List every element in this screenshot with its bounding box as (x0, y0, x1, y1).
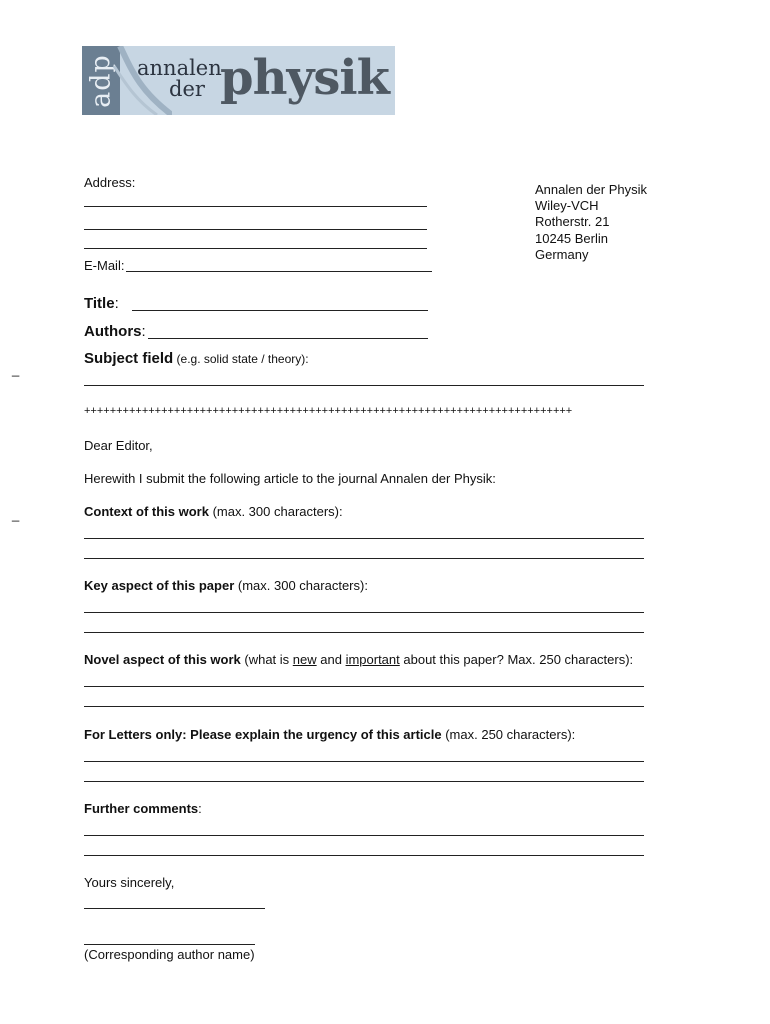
key-aspect-line-1[interactable] (84, 612, 644, 613)
key-aspect-hint: (max. 300 characters): (234, 578, 368, 593)
address-label: Address: (84, 175, 136, 190)
recipient-line: 10245 Berlin (535, 231, 608, 246)
further-comments-line-1[interactable] (84, 835, 644, 836)
novel-aspect-hint-pre: (what is (240, 652, 293, 667)
recipient-line: Annalen der Physik (535, 182, 648, 197)
key-aspect-prompt (84, 578, 368, 594)
margin-mark: _ (12, 362, 20, 377)
novel-aspect-label: Novel aspect of this work (84, 652, 241, 667)
plus-separator: ++++++++++++++++++++++++++++++++++++++++++++++++++++++++++++++++++++++++++++ (84, 405, 573, 417)
author-name-line[interactable] (84, 944, 255, 945)
subject-label: Subject field (84, 350, 174, 367)
signature-line[interactable] (84, 908, 265, 909)
authors-field-label (84, 323, 146, 340)
logo-word-physik: physik (220, 50, 389, 106)
authors-field-line[interactable] (148, 338, 428, 339)
urgency-hint: (max. 250 characters): (441, 727, 576, 742)
novel-word-important: important (345, 652, 400, 667)
context-line-2[interactable] (84, 558, 644, 559)
urgency-label: For Letters only: Please explain the urgency of this article (84, 727, 442, 742)
logo-word-der: der (169, 77, 205, 101)
novel-aspect-line-1[interactable] (84, 686, 644, 687)
further-comments-colon: : (198, 801, 202, 816)
context-hint: (max. 300 characters): (208, 504, 343, 519)
email-field-line[interactable] (126, 271, 432, 272)
recipient-line: Wiley-VCH (535, 198, 599, 213)
novel-aspect-hint-and: and (316, 652, 346, 667)
subject-field-label (84, 350, 309, 368)
address-line-2[interactable] (84, 229, 427, 230)
urgency-line-1[interactable] (84, 761, 644, 762)
key-aspect-label: Key aspect of this paper (84, 578, 235, 593)
further-comments-label: Further comments (84, 801, 199, 816)
title-label: Title (84, 295, 115, 312)
novel-aspect-line-2[interactable] (84, 706, 644, 707)
logo-adp-text: adp (85, 53, 117, 108)
subject-hint: (e.g. solid state / theory): (173, 352, 309, 366)
recipient-line: Germany (535, 247, 589, 262)
subject-field-line[interactable] (84, 385, 644, 386)
further-comments-prompt (84, 801, 202, 817)
novel-word-new: new (292, 652, 317, 667)
closing: Yours sincerely, (84, 875, 175, 890)
email-label: E-Mail: (84, 258, 125, 273)
context-line-1[interactable] (84, 538, 644, 539)
urgency-line-2[interactable] (84, 781, 644, 782)
urgency-prompt (84, 727, 575, 743)
logo-word-annalen: annalen (137, 56, 222, 80)
signature-caption: (Corresponding author name) (84, 947, 255, 962)
context-label: Context of this work (84, 504, 209, 519)
key-aspect-line-2[interactable] (84, 632, 644, 633)
novel-aspect-hint-post: about this paper? Max. 250 characters): (399, 652, 634, 667)
title-field-line[interactable] (132, 310, 428, 311)
address-line-3[interactable] (84, 248, 427, 249)
further-comments-line-2[interactable] (84, 855, 644, 856)
title-colon: : (114, 295, 119, 312)
title-field-label (84, 295, 119, 312)
intro-sentence: Herewith I submit the following article to the journal Annalen der Physik: (84, 471, 496, 486)
greeting: Dear Editor, (84, 438, 153, 453)
novel-aspect-prompt (84, 652, 633, 668)
authors-label: Authors (84, 323, 142, 340)
address-line-1[interactable] (84, 206, 427, 207)
context-prompt (84, 504, 343, 520)
margin-mark: _ (12, 507, 20, 522)
journal-logo (82, 46, 395, 115)
authors-colon: : (141, 323, 146, 340)
recipient-line: Rotherstr. 21 (535, 214, 610, 229)
